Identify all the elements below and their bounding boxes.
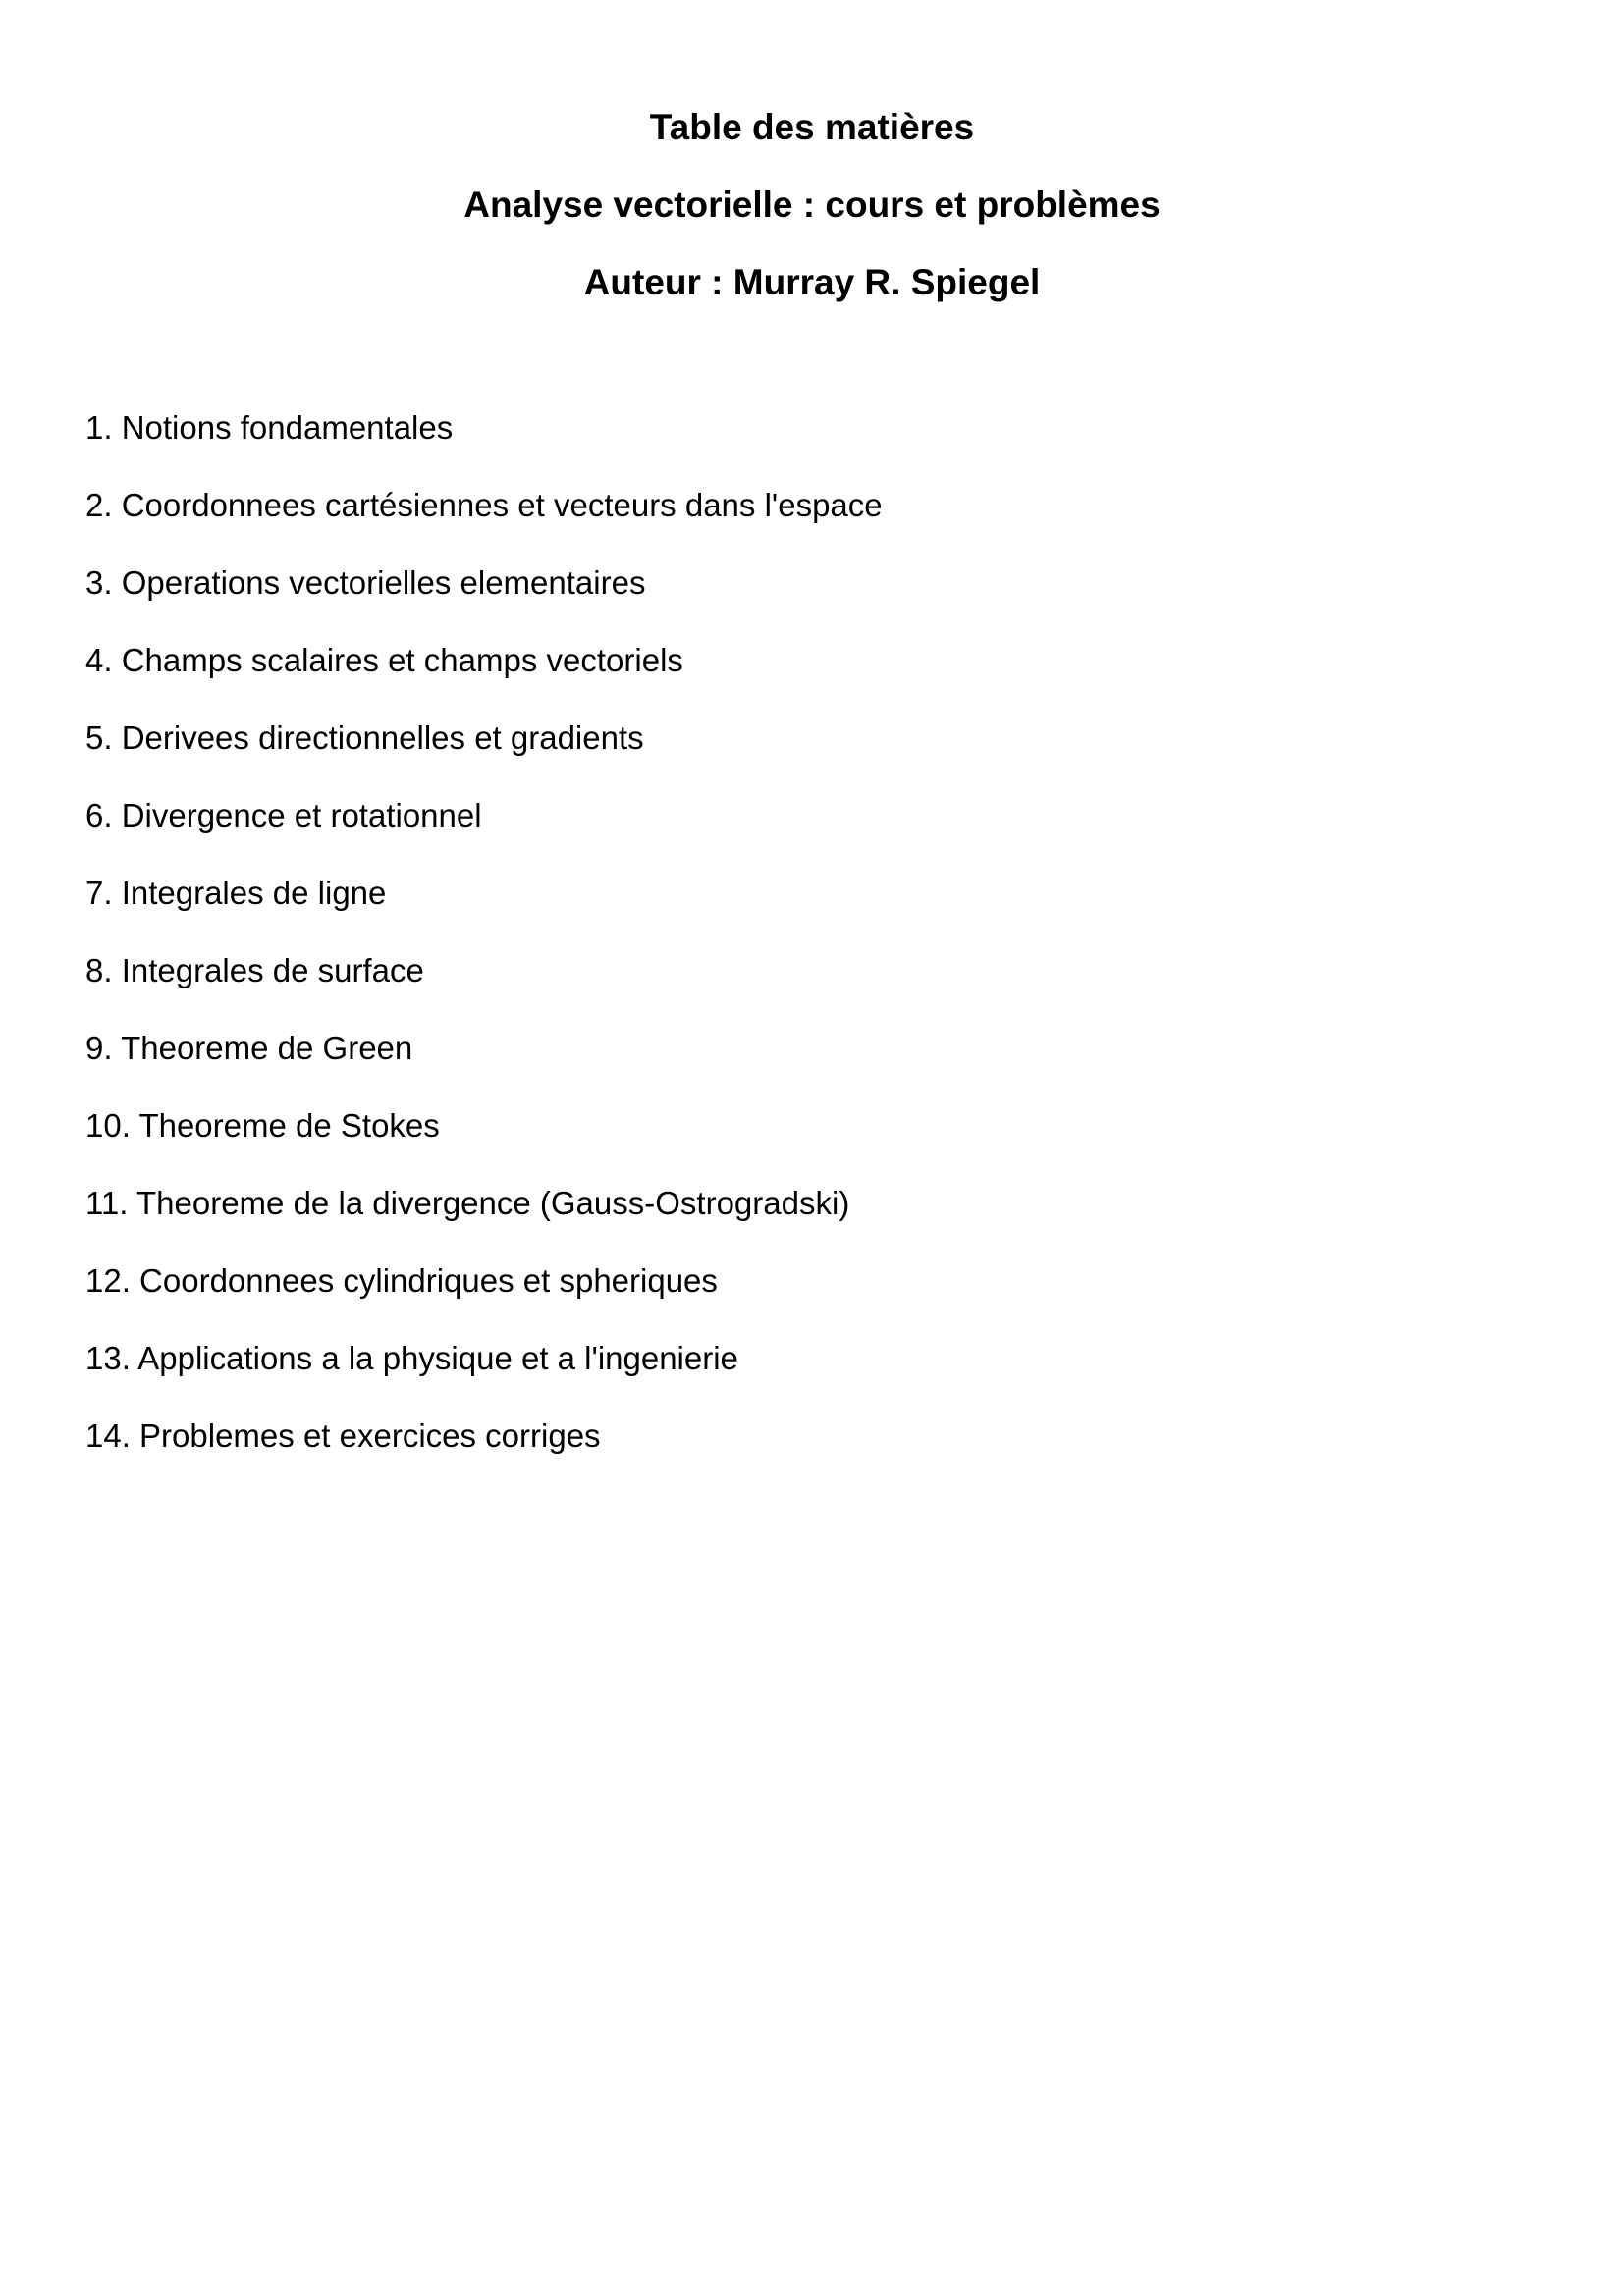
toc-item: 13. Applications a la physique et a l'ingenierie <box>85 1340 738 1376</box>
document-header <box>0 88 1624 321</box>
toc-item: 14. Problemes et exercices corriges <box>85 1417 601 1454</box>
toc-item: 6. Divergence et rotationnel <box>85 797 482 833</box>
table-of-contents <box>85 389 883 1474</box>
author-line: Auteur : Murray R. Spiegel <box>583 262 1041 302</box>
toc-item: 9. Theoreme de Green <box>85 1030 413 1066</box>
page-title: Table des matières <box>649 107 975 147</box>
toc-item: 11. Theoreme de la divergence (Gauss-Ostrogradski) <box>85 1185 850 1221</box>
toc-item: 3. Operations vectorielles elementaires <box>85 564 646 601</box>
book-title: Analyse vectorielle : cours et problèmes <box>463 185 1161 225</box>
toc-item: 5. Derivees directionnelles et gradients <box>85 720 644 756</box>
toc-item: 8. Integrales de surface <box>85 952 424 988</box>
toc-item: 4. Champs scalaires et champs vectoriels <box>85 642 683 678</box>
toc-item: 7. Integrales de ligne <box>85 875 387 911</box>
toc-item: 1. Notions fondamentales <box>85 409 454 446</box>
toc-item: 2. Coordonnees cartésiennes et vecteurs dans l'espace <box>85 487 883 523</box>
toc-item: 12. Coordonnees cylindriques et spheriques <box>85 1262 718 1299</box>
toc-item: 10. Theoreme de Stokes <box>85 1107 440 1144</box>
